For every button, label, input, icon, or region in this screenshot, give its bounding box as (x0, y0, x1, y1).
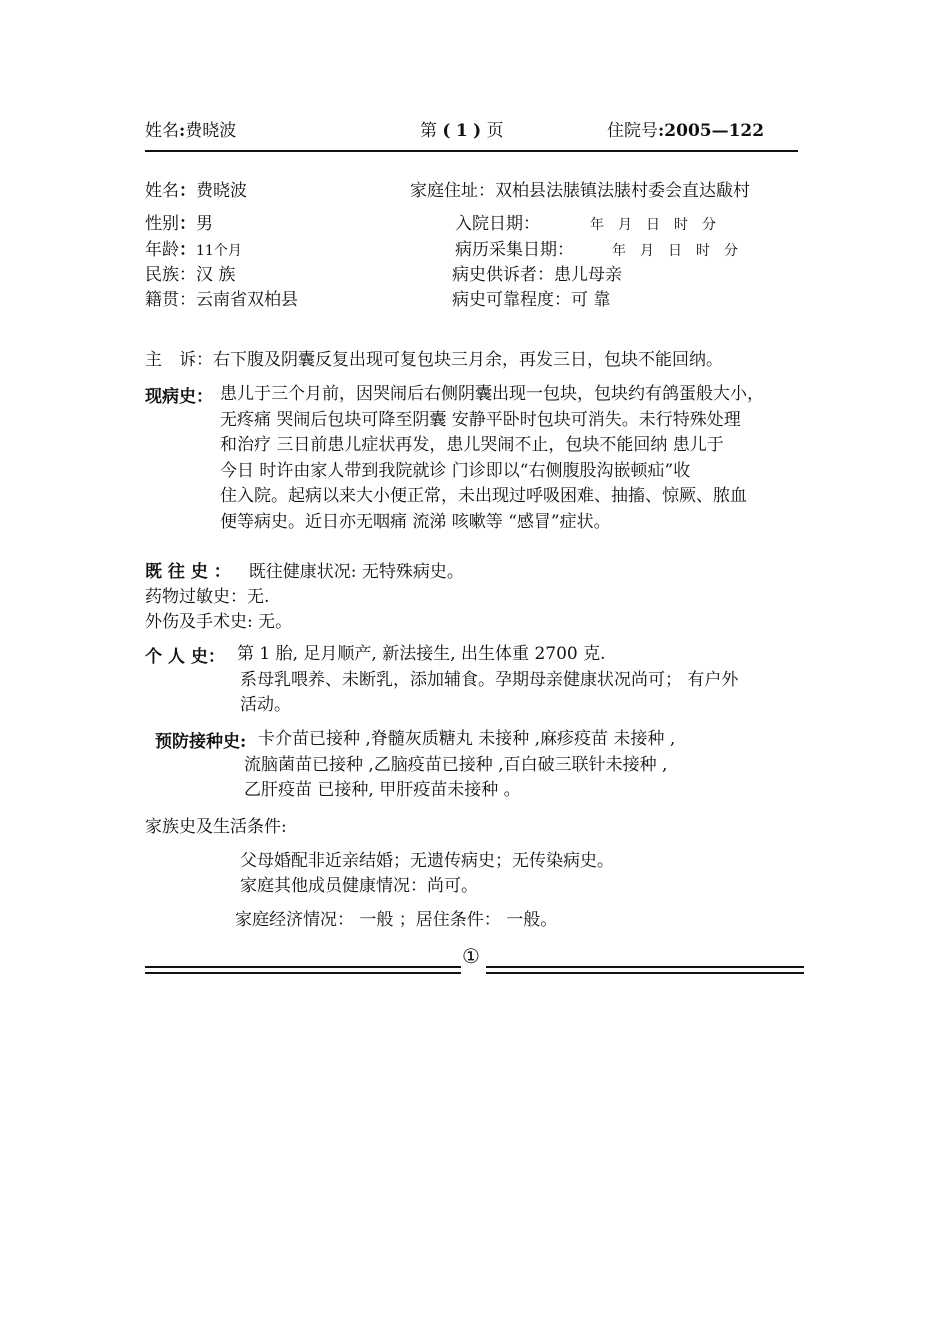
record-date-value: 年 月 日 时 分 (612, 243, 738, 259)
admit-date: 入院日期： 年 月 日 时 分 (455, 214, 716, 234)
personal-history-label: 个 人 史： (145, 647, 225, 667)
informant-value: 患儿母亲 (554, 265, 622, 285)
vaccination-line: 流脑菌苗已接种 ,乙脑疫苗已接种 ,百白破三联针未接种 , (244, 754, 668, 775)
patient-name-value: 费晓波 (196, 181, 247, 201)
present-illness-line: 和治疗 三日前患儿症状再发，患儿哭闹不止，包块不能回纳 患儿于 (220, 435, 724, 455)
chief-complaint (145, 345, 723, 370)
patient-ethnic-value: 汉 族 (196, 265, 236, 285)
personal-history-line: 系母乳喂养、未断乳，添加辅食。孕期母亲健康状况尚可； 有户外 (240, 669, 739, 690)
reliability: 病史可靠程度：可 靠 (452, 290, 611, 310)
footer-rule-right-bottom (486, 972, 804, 974)
record-date: 病历采集日期： 年 月 日 时 分 (455, 240, 738, 260)
footer-rule-right-top (486, 966, 804, 968)
page-number: 1 (455, 121, 468, 141)
header-admission-number: 住院号:2005—122 (607, 121, 765, 141)
patient-ethnic: 民族：汉 族 (145, 265, 236, 285)
family-history-label: 家族史及生活条件: (145, 817, 287, 837)
family-history-line2: 家庭其他成员健康情况：尚可。 (240, 876, 478, 896)
admission-value: 2005—122 (664, 121, 765, 141)
family-history-line1: 父母婚配非近亲结婚；无遗传病史；无传染病史。 (240, 851, 614, 871)
patient-age: 年龄：11个月 (145, 240, 242, 260)
personal-history-line: 活动。 (240, 695, 291, 715)
admission-label: 住院号 (607, 121, 658, 141)
vaccination-text (244, 727, 676, 804)
past-history (145, 557, 464, 582)
header-rule (145, 150, 798, 152)
present-illness-label: 现病史： (145, 387, 213, 407)
present-illness-line: 患儿于三个月前，因哭闹后右侧阴囊出现一包块，包块约有鸽蛋般大小， (220, 384, 764, 404)
patient-origin-value: 云南省双柏县 (196, 290, 298, 310)
past-history-text: 既往健康状况: 无特殊病史。 (248, 562, 464, 582)
patient-address-value: 双柏县法脿镇法脿村委会直达瞂村 (495, 181, 750, 201)
header-name-label: 姓名 (145, 121, 179, 141)
admit-date-value: 年 月 日 时 分 (590, 217, 716, 233)
present-illness-text (220, 382, 764, 535)
patient-sex-value: 男 (196, 214, 213, 234)
present-illness-line: 今日 时许由家人带到我院就诊 门诊即以“右侧腹股沟嵌顿疝”收 (220, 460, 691, 481)
patient-age-value: 11个月 (196, 243, 242, 259)
footer-page-mark: ① (462, 944, 480, 968)
personal-history-line: 第 1 胎, 足月顺产, 新法接生, 出生体重 2700 克. (237, 644, 606, 664)
chief-complaint-text: 右下腹及阴囊反复出现可复包块三月余，再发三日，包块不能回纳。 (213, 350, 723, 370)
patient-address: 家庭住址：双柏县法脿镇法脿村委会直达瞂村 (410, 181, 750, 201)
trauma-surgery: 外伤及手术史: 无。 (145, 612, 293, 632)
header-name: 姓名:费晓波 (145, 121, 237, 141)
present-illness-line: 无疼痛 哭闹后包块可降至阴囊 安静平卧时包块可消失。未行特殊处理 (220, 409, 741, 430)
patient-name: 姓名：费晓波 (145, 181, 247, 201)
vaccination-line: 乙肝疫苗 已接种, 甲肝疫苗未接种 。 (244, 780, 521, 800)
vaccination-line: 卡介苗已接种 ,脊髓灰质糖丸 未接种 ,麻疹疫苗 未接种 , (258, 729, 676, 749)
patient-origin: 籍贯：云南省双柏县 (145, 290, 298, 310)
header-name-value: 费晓波 (185, 121, 237, 141)
present-illness-line: 便等病史。近日亦无咽痛 流涕 咳嗽等 “感冒”症状。 (220, 511, 611, 532)
patient-sex: 性别：男 (145, 214, 213, 234)
informant: 病史供诉者：患儿母亲 (452, 265, 622, 285)
past-history-label: 既 往 史 ： (145, 562, 231, 582)
reliability-value: 可 靠 (571, 290, 611, 310)
drug-allergy: 药物过敏史：无. (145, 587, 270, 607)
present-illness-line: 住入院。起病以来大小便正常，未出现过呼吸困难、抽搐、惊厥、脓血 (220, 486, 747, 506)
chief-complaint-label: 主 诉： (145, 350, 213, 370)
header-page-number: 第 ( 1 ) 页 (420, 121, 504, 141)
personal-history-text (237, 642, 738, 719)
footer-rule-left-top (145, 966, 461, 968)
footer-rule-left-bottom (145, 972, 461, 974)
vaccination-label: 预防接种史: (155, 732, 247, 752)
family-history-line3: 家庭经济情况： 一般 ；居住条件： 一般。 (235, 910, 558, 930)
